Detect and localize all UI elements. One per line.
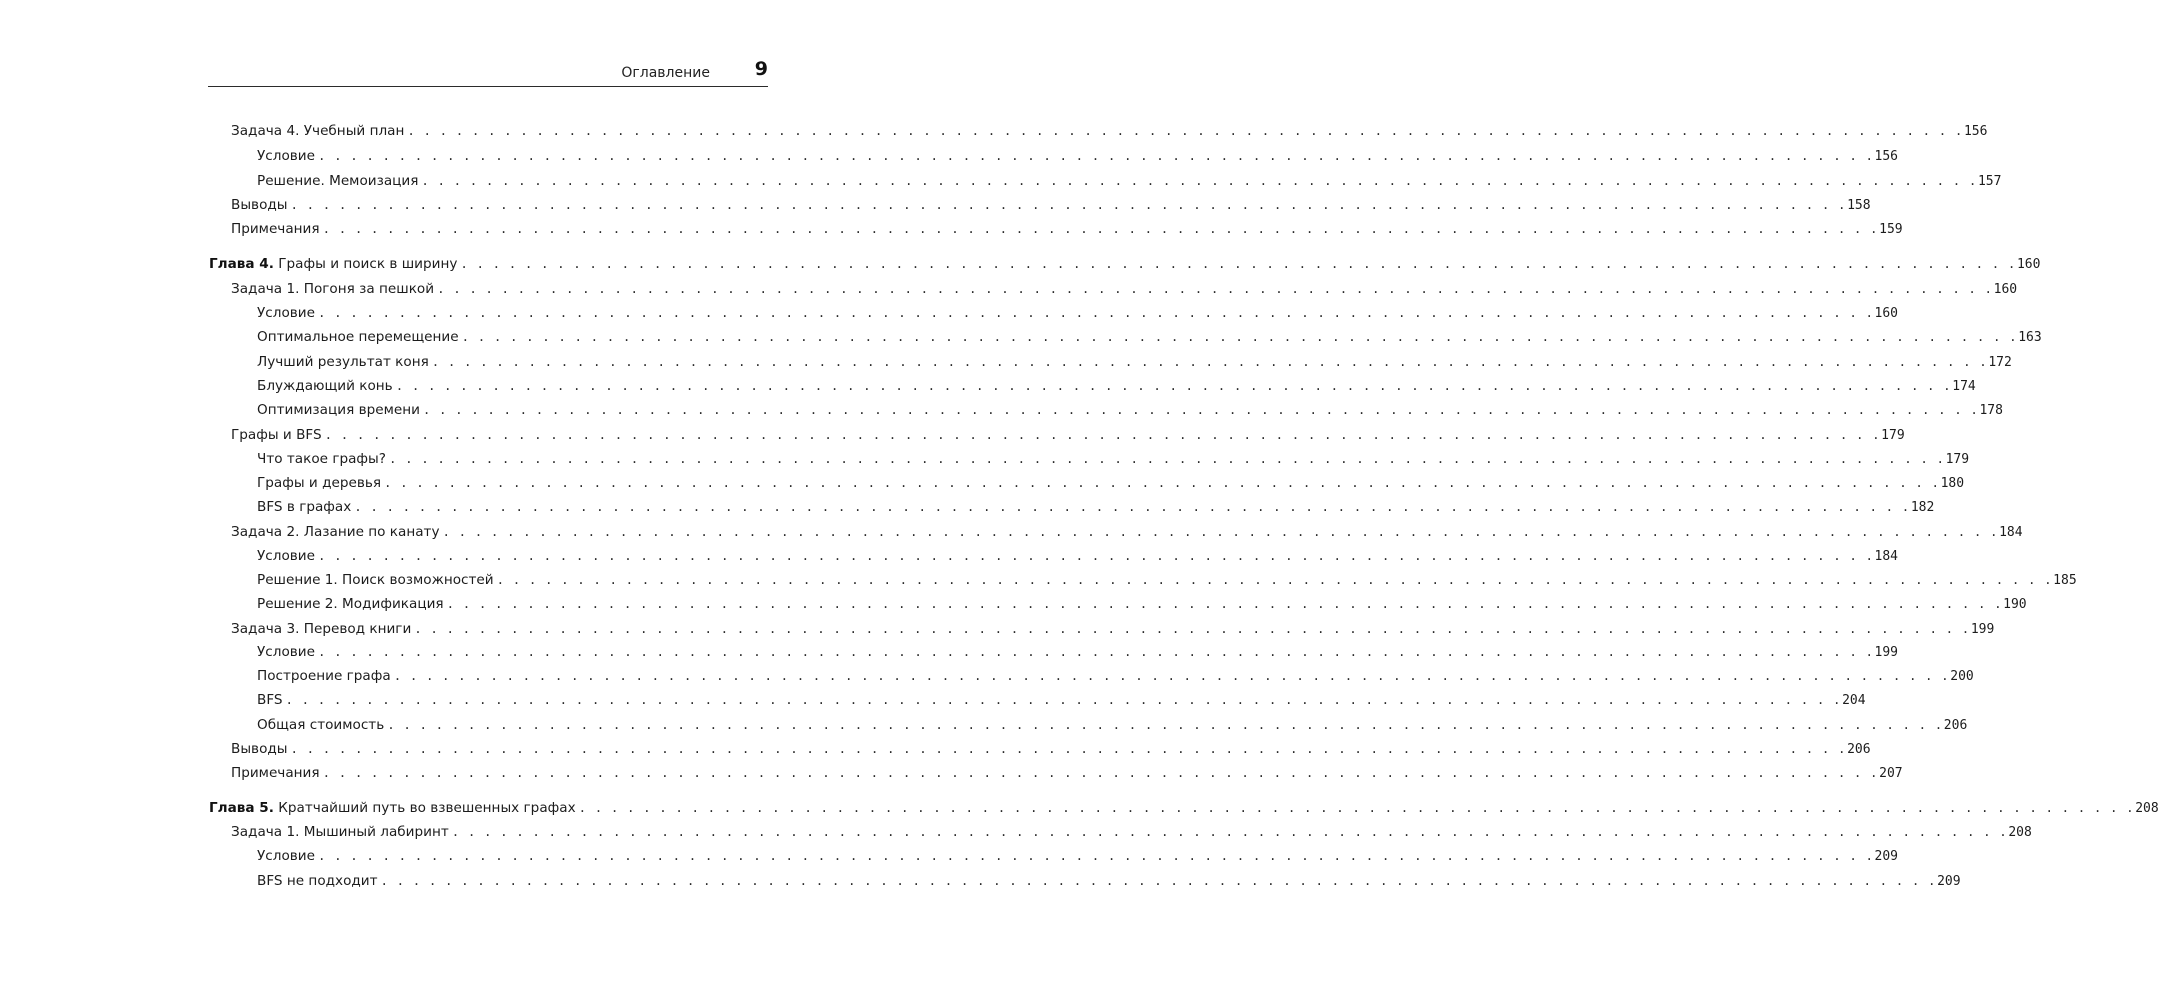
toc-subsection-entry [257, 302, 1899, 324]
toc-page-number: 160 [1993, 282, 2018, 297]
chapter-label: Глава 4. [209, 256, 274, 272]
toc-page-number: 184 [1999, 525, 2023, 540]
toc-entry-title: Условие [257, 305, 315, 321]
toc-section-entry [231, 618, 1995, 640]
toc-section-entry [231, 278, 2018, 300]
toc-entry-title: Задача 2. Лазание по канату [231, 524, 440, 540]
dot-leader: . . . . . . . . . . . . . . . . . . . . . . . . . . . . . . . . . . . . . . . . . . . . . . . . . . . . . . . . . . . . . . . . . . . . . . . . . . . . . . . . . . . . . . . . . . . . . . . . . [322, 765, 1879, 780]
toc-subsection-entry [257, 641, 1899, 663]
toc-subsection-entry [257, 399, 2003, 421]
toc-section-entry [231, 120, 1988, 142]
toc-entry-title: Оптимизация времени [257, 402, 420, 418]
toc-entry-title: Примечания [231, 221, 320, 237]
dot-leader: . . . . . . . . . . . . . . . . . . . . . . . . . . . . . . . . . . . . . . . . . . . . . . . . . . . . . . . . . . . . . . . . . . . . . . . . . . . . . . . . . . . . . . . . . . . . . . . . . [285, 692, 1842, 707]
toc-page-number: 158 [1847, 198, 1871, 213]
dot-leader: . . . . . . . . . . . . . . . . . . . . . . . . . . . . . . . . . . . . . . . . . . . . . . . . . . . . . . . . . . . . . . . . . . . . . . . . . . . . . . . . . . . . . . . . . . . . . . . . . [442, 524, 1999, 539]
toc-entry-title: Графы и деревья [257, 475, 382, 491]
toc-page-number: 207 [1879, 766, 1903, 781]
dot-leader: . . . . . . . . . . . . . . . . . . . . . . . . . . . . . . . . . . . . . . . . . . . . . . . . . . . . . . . . . . . . . . . . . . . . . . . . . . . . . . . . . . . . . . . . . . . . . . . . . [437, 281, 1993, 296]
toc-subsection-entry [257, 714, 1968, 736]
toc-chapter-entry [209, 797, 2159, 819]
toc-page-number: 157 [1977, 174, 2002, 189]
dot-leader: . . . . . . . . . . . . . . . . . . . . . . . . . . . . . . . . . . . . . . . . . . . . . . . . . . . . . . . . . . . . . . . . . . . . . . . . . . . . . . . . . . . . . . . . . . . . . . . . . [393, 668, 1950, 683]
dot-leader: . . . . . . . . . . . . . . . . . . . . . . . . . . . . . . . . . . . . . . . . . . . . . . . . . . . . . . . . . . . . . . . . . . . . . . . . . . . . . . . . . . . . . . . . . . . . . . . . . [317, 148, 1874, 163]
dot-leader: . . . . . . . . . . . . . . . . . . . . . . . . . . . . . . . . . . . . . . . . . . . . . . . . . . . . . . . . . . . . . . . . . . . . . . . . . . . . . . . . . . . . . . . . . . . . . . . . . [290, 197, 1847, 212]
toc-page-number: 172 [1988, 355, 2012, 370]
toc-page-number: 156 [1963, 124, 1988, 139]
toc-page-number: 174 [1952, 379, 1976, 394]
toc-page-number: 160 [1874, 306, 1899, 321]
dot-leader: . . . . . . . . . . . . . . . . . . . . . . . . . . . . . . . . . . . . . . . . . . . . . . . . . . . . . . . . . . . . . . . . . . . . . . . . . . . . . . . . . . . . . . . . . . . . . . . . . [407, 123, 1963, 138]
toc-section-entry [231, 521, 2023, 543]
dot-leader: . . . . . . . . . . . . . . . . . . . . . . . . . . . . . . . . . . . . . . . . . . . . . . . . . . . . . . . . . . . . . . . . . . . . . . . . . . . . . . . . . . . . . . . . . . . . . . . . . [421, 173, 1977, 188]
dot-leader: . . . . . . . . . . . . . . . . . . . . . . . . . . . . . . . . . . . . . . . . . . . . . . . . . . . . . . . . . . . . . . . . . . . . . . . . . . . . . . . . . . . . . . . . . . . . . . . . . [460, 256, 2016, 271]
toc-entry-title [209, 253, 460, 275]
toc-entry-title: Оптимальное перемещение [257, 329, 459, 345]
toc-entry-title: Выводы [231, 197, 288, 213]
toc-subsection-entry [257, 145, 1899, 167]
toc-subsection-entry [257, 545, 1899, 567]
toc-page-number: 160 [2016, 257, 2041, 272]
toc-page-number: 208 [2135, 801, 2159, 816]
toc-page-number: 185 [2053, 573, 2077, 588]
toc-subsection-entry [257, 870, 1961, 892]
dot-leader: . . . . . . . . . . . . . . . . . . . . . . . . . . . . . . . . . . . . . . . . . . . . . . . . . . . . . . . . . . . . . . . . . . . . . . . . . . . . . . . . . . . . . . . . . . . . . . . . . [317, 548, 1874, 563]
toc-entry-title: Что такое графы? [257, 451, 387, 467]
toc-entry-title: Решение 2. Модификация [257, 596, 444, 612]
toc-subsection-entry [257, 326, 2042, 348]
toc-subsection-entry [257, 448, 1970, 470]
toc-page-number: 159 [1879, 222, 1903, 237]
toc-subsection-entry [257, 351, 2012, 373]
chapter-label: Глава 5. [209, 800, 274, 816]
dot-leader: . . . . . . . . . . . . . . . . . . . . . . . . . . . . . . . . . . . . . . . . . . . . . . . . . . . . . . . . . . . . . . . . . . . . . . . . . . . . . . . . . . . . . . . . . . . . . . . . . [461, 329, 2018, 344]
dot-leader: . . . . . . . . . . . . . . . . . . . . . . . . . . . . . . . . . . . . . . . . . . . . . . . . . . . . . . . . . . . . . . . . . . . . . . . . . . . . . . . . . . . . . . . . . . . . . . . . . [395, 378, 1952, 393]
toc-entry-title: BFS в графах [257, 499, 352, 515]
toc-section-entry [231, 424, 1905, 446]
toc-entry-title: Примечания [231, 765, 320, 781]
dot-leader: . . . . . . . . . . . . . . . . . . . . . . . . . . . . . . . . . . . . . . . . . . . . . . . . . . . . . . . . . . . . . . . . . . . . . . . . . . . . . . . . . . . . . . . . . . . . . . . . . [317, 644, 1874, 659]
toc-page-number: 204 [1842, 693, 1866, 708]
toc-page-number: 209 [1874, 849, 1899, 864]
chapter-title: Графы и поиск в ширину [278, 256, 458, 272]
toc-subsection-entry [257, 472, 1965, 494]
toc-page-number: 179 [1945, 452, 1970, 467]
toc-entry-title: BFS не подходит [257, 873, 378, 889]
toc-section-entry [231, 194, 1871, 216]
dot-leader: . . . . . . . . . . . . . . . . . . . . . . . . . . . . . . . . . . . . . . . . . . . . . . . . . . . . . . . . . . . . . . . . . . . . . . . . . . . . . . . . . . . . . . . . . . . . . . . . . [317, 305, 1874, 320]
toc-entry-title: Условие [257, 548, 315, 564]
dot-leader: . . . . . . . . . . . . . . . . . . . . . . . . . . . . . . . . . . . . . . . . . . . . . . . . . . . . . . . . . . . . . . . . . . . . . . . . . . . . . . . . . . . . . . . . . . . . . . . . . [496, 572, 2053, 587]
toc-entry-title: Задача 4. Учебный план [231, 123, 405, 139]
toc-page-number: 182 [1910, 500, 1935, 515]
toc-section-entry [231, 821, 2032, 843]
toc-entry-title: Условие [257, 848, 315, 864]
header-title: Оглавление [621, 65, 710, 81]
toc-chapter-entry [209, 253, 2041, 275]
dot-leader: . . . . . . . . . . . . . . . . . . . . . . . . . . . . . . . . . . . . . . . . . . . . . . . . . . . . . . . . . . . . . . . . . . . . . . . . . . . . . . . . . . . . . . . . . . . . . . . . . [414, 621, 1970, 636]
toc-entry-title: Построение графа [257, 668, 391, 684]
dot-leader: . . . . . . . . . . . . . . . . . . . . . . . . . . . . . . . . . . . . . . . . . . . . . . . . . . . . . . . . . . . . . . . . . . . . . . . . . . . . . . . . . . . . . . . . . . . . . . . . . [451, 824, 2008, 839]
toc-page-number: 208 [2008, 825, 2032, 840]
toc-entry-title [209, 797, 579, 819]
dot-leader: . . . . . . . . . . . . . . . . . . . . . . . . . . . . . . . . . . . . . . . . . . . . . . . . . . . . . . . . . . . . . . . . . . . . . . . . . . . . . . . . . . . . . . . . . . . . . . . . . [384, 475, 1940, 490]
dot-leader: . . . . . . . . . . . . . . . . . . . . . . . . . . . . . . . . . . . . . . . . . . . . . . . . . . . . . . . . . . . . . . . . . . . . . . . . . . . . . . . . . . . . . . . . . . . . . . . . . [290, 741, 1847, 756]
dot-leader: . . . . . . . . . . . . . . . . . . . . . . . . . . . . . . . . . . . . . . . . . . . . . . . . . . . . . . . . . . . . . . . . . . . . . . . . . . . . . . . . . . . . . . . . . . . . . . . . . [446, 596, 2003, 611]
toc-entry-title: Решение. Мемоизация [257, 173, 419, 189]
toc-section-entry [231, 738, 1871, 760]
toc-page-number: 178 [1979, 403, 2003, 418]
toc-entry-title: Условие [257, 644, 315, 660]
toc-entry-title: BFS [257, 692, 283, 708]
toc-entry-title: Задача 3. Перевод книги [231, 621, 412, 637]
toc-entry-title: Задача 1. Мышиный лабиринт [231, 824, 449, 840]
toc-subsection-entry [257, 569, 2077, 591]
toc-page-number: 206 [1847, 742, 1871, 757]
chapter-title: Кратчайший путь во взвешенных графах [278, 800, 576, 816]
dot-leader: . . . . . . . . . . . . . . . . . . . . . . . . . . . . . . . . . . . . . . . . . . . . . . . . . . . . . . . . . . . . . . . . . . . . . . . . . . . . . . . . . . . . . . . . . . . . . . . . . [380, 873, 1937, 888]
toc-page-number: 209 [1937, 874, 1961, 889]
toc-subsection-entry [257, 689, 1866, 711]
toc-page-number: 179 [1881, 428, 1905, 443]
toc-entry-title: Лучший результат коня [257, 354, 429, 370]
toc-page-number: 163 [2018, 330, 2042, 345]
toc-subsection-entry [257, 845, 1899, 867]
toc-subsection-entry [257, 665, 1974, 687]
toc-section-entry [231, 762, 1903, 784]
toc-page-number: 206 [1943, 718, 1968, 733]
dot-leader: . . . . . . . . . . . . . . . . . . . . . . . . . . . . . . . . . . . . . . . . . . . . . . . . . . . . . . . . . . . . . . . . . . . . . . . . . . . . . . . . . . . . . . . . . . . . . . . . . [324, 427, 1881, 442]
toc-page-number: 184 [1874, 549, 1899, 564]
dot-leader: . . . . . . . . . . . . . . . . . . . . . . . . . . . . . . . . . . . . . . . . . . . . . . . . . . . . . . . . . . . . . . . . . . . . . . . . . . . . . . . . . . . . . . . . . . . . . . . . . [422, 402, 1979, 417]
toc-page-number: 190 [2003, 597, 2027, 612]
toc-entry-title: Блуждающий конь [257, 378, 393, 394]
dot-leader: . . . . . . . . . . . . . . . . . . . . . . . . . . . . . . . . . . . . . . . . . . . . . . . . . . . . . . . . . . . . . . . . . . . . . . . . . . . . . . . . . . . . . . . . . . . . . . . . . [387, 717, 1943, 732]
toc-subsection-entry [257, 496, 1935, 518]
toc-entry-title: Графы и BFS [231, 427, 322, 443]
toc-page-number: 156 [1874, 149, 1899, 164]
toc-subsection-entry [257, 375, 1976, 397]
dot-leader: . . . . . . . . . . . . . . . . . . . . . . . . . . . . . . . . . . . . . . . . . . . . . . . . . . . . . . . . . . . . . . . . . . . . . . . . . . . . . . . . . . . . . . . . . . . . . . . . . [354, 499, 1910, 514]
toc-entry-title: Условие [257, 148, 315, 164]
dot-leader: . . . . . . . . . . . . . . . . . . . . . . . . . . . . . . . . . . . . . . . . . . . . . . . . . . . . . . . . . . . . . . . . . . . . . . . . . . . . . . . . . . . . . . . . . . . . . . . . . [322, 221, 1879, 236]
dot-leader: . . . . . . . . . . . . . . . . . . . . . . . . . . . . . . . . . . . . . . . . . . . . . . . . . . . . . . . . . . . . . . . . . . . . . . . . . . . . . . . . . . . . . . . . . . . . . . . . . [389, 451, 1945, 466]
toc-entry-title: Выводы [231, 741, 288, 757]
toc-page-number: 200 [1950, 669, 1974, 684]
dot-leader: . . . . . . . . . . . . . . . . . . . . . . . . . . . . . . . . . . . . . . . . . . . . . . . . . . . . . . . . . . . . . . . . . . . . . . . . . . . . . . . . . . . . . . . . . . . . . . . . . [431, 354, 1988, 369]
dot-leader: . . . . . . . . . . . . . . . . . . . . . . . . . . . . . . . . . . . . . . . . . . . . . . . . . . . . . . . . . . . . . . . . . . . . . . . . . . . . . . . . . . . . . . . . . . . . . . . . . [578, 800, 2135, 815]
toc-entry-title: Задача 1. Погоня за пешкой [231, 281, 435, 297]
toc-subsection-entry [257, 170, 2002, 192]
toc-section-entry [231, 218, 1903, 240]
toc-entry-title: Общая стоимость [257, 717, 385, 733]
toc-subsection-entry [257, 593, 2027, 615]
toc-entry-title: Решение 1. Поиск возможностей [257, 572, 494, 588]
header-page-number: 9 [754, 58, 768, 80]
toc-page-number: 199 [1874, 645, 1899, 660]
dot-leader: . . . . . . . . . . . . . . . . . . . . . . . . . . . . . . . . . . . . . . . . . . . . . . . . . . . . . . . . . . . . . . . . . . . . . . . . . . . . . . . . . . . . . . . . . . . . . . . . . [317, 848, 1874, 863]
toc-page-number: 199 [1970, 622, 1995, 637]
toc-page-number: 180 [1940, 476, 1965, 491]
